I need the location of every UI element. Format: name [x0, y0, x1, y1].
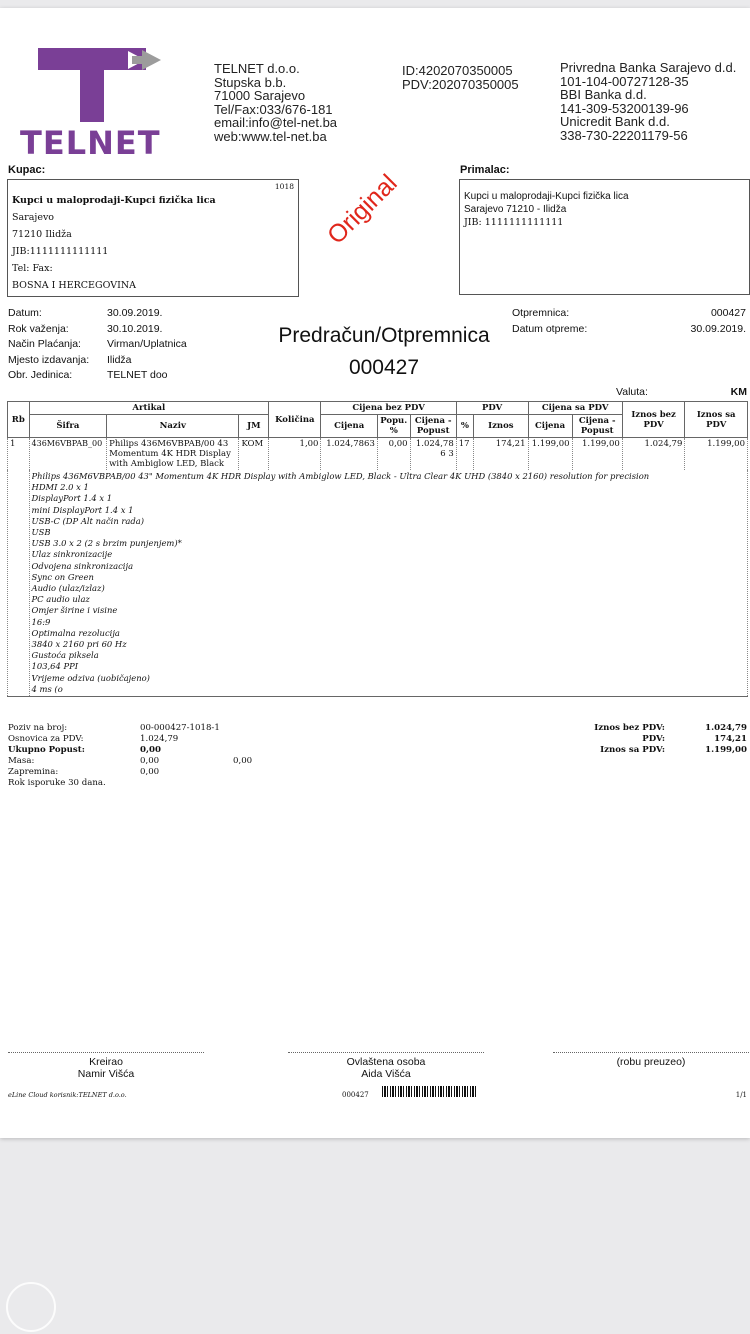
col-pdv-iznos: Iznos: [474, 415, 528, 438]
cell-iznos-bez-pdv: 1.024,79: [622, 438, 685, 471]
total-value: 1.024,79: [705, 723, 747, 733]
item-description: [29, 470, 747, 697]
signature-name: Namir Višća: [77, 1068, 135, 1080]
total-label: Iznos bez PDV:: [594, 723, 665, 733]
desc-line: 4 ms (o: [31, 683, 63, 694]
cell-kolicina: 1,00: [269, 438, 321, 471]
company-city: 71000 Sarajevo: [214, 88, 306, 103]
info-row: [8, 306, 198, 322]
otpremnica-row: [512, 306, 746, 322]
total-label: PDV:: [642, 734, 665, 744]
col-popu: Popu. %: [377, 415, 410, 438]
kupac-name: Kupci u maloprodaji-Kupci fizička lica: [12, 195, 216, 206]
col-jm: JM: [239, 415, 269, 438]
totals: [520, 723, 747, 756]
bank-line: 338-730-22201179-56: [560, 127, 688, 143]
datum-otpreme-value: 30.09.2019.: [690, 322, 746, 335]
col-rb: Rb: [8, 402, 30, 438]
summary-row: [8, 734, 308, 745]
summary-row: [8, 756, 308, 767]
bank-line: Privredna Banka Sarajevo d.d.: [560, 60, 737, 75]
desc-line: mini DisplayPort 1.4 x 1: [31, 504, 134, 515]
items-table: [7, 401, 748, 697]
desc-line: USB 3.0 x 2 (2 s brzim punjenjem)*: [31, 538, 182, 549]
kupac-city: Sarajevo: [12, 212, 55, 223]
col-cijena-popust-sa: Cijena - Popust: [572, 415, 622, 438]
summary-label: Ukupno Popust:: [8, 745, 85, 755]
logo-wordmark: TELNET: [20, 124, 161, 162]
company-phone: Tel/Fax:033/676-181: [214, 101, 333, 117]
info-value: Virman/Uplatnica: [107, 338, 187, 350]
company-name: TELNET d.o.o.: [214, 61, 300, 76]
summary-label: Poziv na broj:: [8, 723, 68, 733]
kupac-label: Kupac:: [8, 164, 46, 176]
footer-summary: [8, 723, 308, 789]
primalac-box: [459, 179, 750, 295]
bank-accounts: [560, 61, 736, 142]
cell-popust: 0,00: [377, 438, 410, 471]
bank-line: BBI Banka d.d.: [560, 87, 647, 102]
company-pdv: PDV:202070350005: [402, 76, 519, 92]
company-street: Stupska b.b.: [214, 74, 287, 90]
signature-preuzeo: [553, 1056, 749, 1068]
col-naziv: Naziv: [107, 415, 239, 438]
valuta-label: Valuta:: [616, 386, 648, 398]
cell-sifra: 436M6VBPAB_00: [29, 438, 107, 471]
info-value: TELNET doo: [107, 369, 168, 381]
summary-extra: 0,00: [233, 756, 253, 766]
document-info: [8, 306, 198, 384]
total-row: [520, 734, 747, 745]
desc-line: DisplayPort 1.4 x 1: [31, 493, 113, 504]
summary-value: 00-000427-1018-1: [140, 723, 220, 733]
desc-line: Gustoća piksela: [31, 650, 99, 661]
summary-label: Zapremina:: [8, 767, 59, 777]
desc-line: USB: [31, 527, 51, 538]
total-value: 174,21: [714, 734, 747, 744]
signature-line: [553, 1052, 749, 1053]
watermark-icon: [6, 1282, 56, 1332]
desc-line: Omjer širine i visine: [31, 605, 118, 616]
kupac-country: BOSNA I HERCEGOVINA: [12, 280, 136, 291]
kupac-box: [7, 179, 299, 297]
info-label: Rok važenja:: [8, 322, 69, 335]
summary-label: Masa:: [8, 756, 35, 766]
cell-rb: 1: [8, 438, 30, 471]
cell-naziv: Philips 436M6VBPAB/00 43 Momentum 4K HDR Display with Ambiglow LED, Black: [107, 438, 239, 471]
desc-line: USB-C (DP Alt način rada): [31, 515, 145, 526]
col-artikal: Artikal: [29, 402, 269, 415]
summary-value: 0,00: [140, 745, 161, 755]
kupac-zip: 71210 Ilidža: [12, 229, 72, 240]
summary-row: [8, 723, 308, 734]
page-number: 1/1: [735, 1091, 747, 1099]
otpremnica-value: 000427: [710, 307, 746, 319]
desc-line: Philips 436M6VBPAB/00 43" Momentum 4K HDR Display with Ambiglow LED, Black - Ultra Clear 4K UHD (3840 x 2160) resolution for precision: [31, 471, 650, 481]
desc-line: 3840 x 2160 pri 60 Hz: [31, 639, 127, 650]
summary-row: [8, 767, 308, 778]
desc-spacer: [8, 470, 30, 697]
col-iznos-sa-pdv: Iznos sa PDV: [685, 402, 748, 438]
info-row: [8, 337, 198, 353]
info-row: [8, 368, 198, 384]
desc-line: 16:9: [31, 616, 51, 627]
description-row: [8, 470, 748, 697]
barcode-number: 000427: [342, 1091, 369, 1099]
document-number: 000427: [348, 356, 420, 379]
col-pdv: PDV: [456, 402, 528, 415]
desc-line: Odvojena sinkronizacija: [31, 560, 134, 571]
col-cijena-sa: Cijena: [528, 415, 572, 438]
signature-line: [8, 1052, 204, 1053]
bank-line: 101-104-00727128-35: [560, 73, 689, 89]
summary-label: Osnovica za PDV:: [8, 734, 84, 744]
info-value: 30.09.2019.: [107, 307, 163, 319]
signature-role: Kreirao: [89, 1056, 123, 1068]
table-header-row: [8, 402, 748, 415]
document-page: [0, 8, 750, 1138]
primalac-jib: JIB: 1111111111111: [464, 217, 564, 228]
cell-pdv-pct: 17: [456, 438, 473, 471]
summary-row: [8, 745, 308, 756]
desc-line: PC audio ulaz: [31, 594, 90, 605]
info-label: Obr. Jedinica:: [8, 369, 73, 381]
col-kolicina: Količina: [269, 402, 321, 438]
summary-value: 1.024,79: [140, 734, 179, 744]
col-iznos-bez-pdv: Iznos bez PDV: [622, 402, 685, 438]
document-title: Predračun/Otpremnica: [278, 324, 490, 347]
col-sifra: Šifra: [29, 415, 107, 438]
company-email: email:info@tel-net.ba: [214, 115, 338, 130]
desc-line: HDMI 2.0 x 1: [31, 482, 89, 493]
signature-ovlastena: [288, 1056, 484, 1080]
cell-jm: KOM: [239, 438, 269, 471]
total-row: [520, 723, 747, 734]
summary-value: 0,00: [140, 767, 160, 777]
total-value: 1.199,00: [705, 745, 747, 755]
desc-line: Audio (ulaz/izlaz): [31, 583, 105, 594]
original-stamp: Original: [322, 169, 403, 250]
telnet-logo-icon: [20, 46, 170, 126]
otpremnica-label: Otpremnica:: [512, 307, 570, 319]
primalac-label: Primalac:: [460, 164, 510, 176]
table-row: [8, 438, 748, 471]
primalac-name: Kupci u maloprodaji-Kupci fizička lica: [464, 191, 629, 202]
valuta-value: KM: [730, 386, 747, 398]
cell-iznos-sa-pdv: 1.199,00: [685, 438, 748, 471]
company-id: ID:4202070350005: [402, 63, 513, 78]
kupac-details: [12, 192, 216, 294]
desc-line: Optimalna rezolucija: [31, 627, 120, 638]
signature-role: (robu preuzeo): [616, 1056, 686, 1068]
info-row: [8, 353, 198, 369]
total-row: [520, 745, 747, 756]
info-label: Mjesto izdavanja:: [8, 353, 90, 366]
info-label: Način Plaćanja:: [8, 338, 81, 350]
col-pdv-pct: %: [456, 415, 473, 438]
cell-cijena-popust-sa-pdv: 1.199,00: [572, 438, 622, 471]
col-cijena-bez-pdv: Cijena bez PDV: [321, 402, 456, 415]
info-label: Datum:: [8, 307, 42, 319]
info-value: Ilidža: [107, 353, 132, 366]
company-info: [214, 62, 337, 143]
desc-line: Sync on Green: [31, 571, 94, 582]
primalac-details: [464, 190, 629, 229]
info-value: 30.10.2019.: [107, 322, 163, 335]
shipping-info: [512, 306, 746, 337]
desc-line: 103,64 PPI: [31, 661, 79, 672]
kupac-tel: Tel: Fax:: [12, 263, 53, 274]
datum-otpreme-label: Datum otpreme:: [512, 322, 588, 335]
bank-line: Unicredit Bank d.d.: [560, 114, 670, 129]
cell-cijena-popust: 1.024,786 3: [410, 438, 456, 471]
summary-value: 0,00: [140, 756, 160, 766]
barcode: [382, 1086, 476, 1097]
telnet-logo: [20, 46, 170, 162]
col-cijena-sa-pdv: Cijena sa PDV: [528, 402, 622, 415]
bank-line: 141-309-53200139-96: [560, 100, 689, 116]
signature-name: Aida Višća: [361, 1068, 411, 1080]
kupac-jib: JIB:1111111111111: [12, 246, 109, 257]
primalac-addr: Sarajevo 71210 - Ilidža: [464, 204, 567, 215]
datum-otpreme-row: [512, 322, 746, 338]
cloud-user: eLine Cloud korisnik:TELNET d.o.o.: [8, 1091, 127, 1099]
cell-cijena-sa-pdv: 1.199,00: [528, 438, 572, 471]
cell-pdv-iznos: 174,21: [474, 438, 528, 471]
signature-role: Ovlaštena osoba: [346, 1056, 426, 1068]
company-ids: [402, 64, 519, 91]
total-label: Iznos sa PDV:: [600, 745, 665, 755]
rok-isporuke: Rok isporuke 30 dana.: [8, 778, 106, 788]
col-cijena: Cijena: [321, 415, 377, 438]
company-web: web:www.tel-net.ba: [214, 128, 327, 144]
kupac-code: 1018: [274, 182, 294, 191]
signature-line: [288, 1052, 484, 1053]
cell-cijena: 1.024,7863: [321, 438, 377, 471]
signature-kreirao: [8, 1056, 204, 1080]
desc-line: Ulaz sinkronizacije: [31, 549, 113, 560]
desc-line: Vrijeme odziva (uobičajeno): [31, 672, 150, 683]
col-cijena-popust: Cijena - Popust: [410, 415, 456, 438]
info-row: [8, 322, 198, 338]
